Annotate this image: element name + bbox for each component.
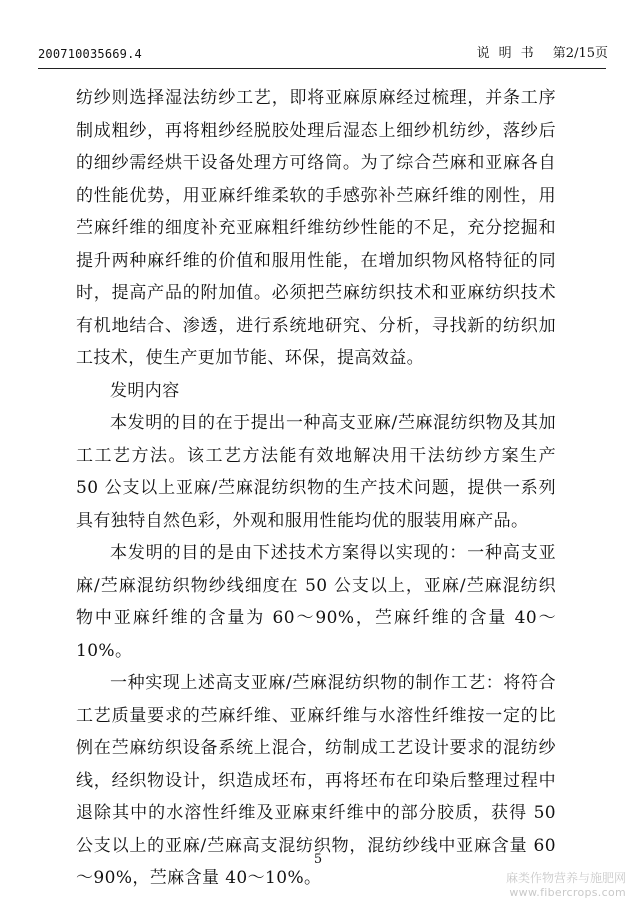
paragraph: 本发明的目的是由下述技术方案得以实现的：一种高支亚麻/苎麻混纺织物纱线细度在 50 公支以上，亚麻/苎麻混纺织物中亚麻纤维的含量为 60～90%，苎麻纤维的含量 40～10%。 — [76, 543, 556, 661]
header-divider — [38, 68, 606, 69]
document-title: 说明书 — [476, 46, 543, 61]
patent-number: 200710035669.4 — [38, 47, 142, 61]
watermark-url: www.fibercrops.com — [509, 886, 626, 899]
paragraph: 本发明的目的在于提出一种高支亚麻/苎麻混纺织物及其加工工艺方法。该工艺方法能有效地解决用干法纺纱方案生产 50 公支以上亚麻/苎麻混纺织物的生产技术问题，提供一系列具有独特自然色彩，外观和服用性能均优的服装用麻产品。 — [76, 413, 556, 531]
section-heading: 发明内容 — [110, 380, 180, 401]
page-header — [38, 44, 608, 64]
document-body — [76, 82, 556, 895]
watermark — [486, 871, 626, 899]
watermark-site-name: 麻类作物营养与施肥网 — [505, 871, 626, 885]
paragraph: 一种实现上述高支亚麻/苎麻混纺织物的制作工艺：将符合工艺质量要求的苎麻纤维、亚麻纤维与水溶性纤维按一定的比例在苎麻纺织设备系统上混合，纺制成工艺设计要求的混纺纱线，经织物设计，织造成坯布，再将坯布在印染后整理过程中退除其中的水溶性纤维及亚麻束纤维中的部分胶质，获得 50 公支以上的亚麻/苎麻高支混纺织物，混纺纱线中亚麻含量 60～90%，苎麻含量 40～10%。 — [76, 673, 556, 888]
paragraph-continuation: 纺纱则选择湿法纺纱工艺，即将亚麻原麻经过梳理，并条工序制成粗纱，再将粗纱经脱胶处理后湿态上细纱机纺纱，落纱后的细纱需经烘干设备处理方可络筒。为了综合苎麻和亚麻各自的性能优势，用亚麻纤维柔软的手感弥补苎麻纤维的刚性，用苎麻纤维的细度补充亚麻粗纤维纺纱性能的不足，充分挖掘和提升两种麻纤维的价值和服用性能，在增加织物风格特征的同时，提高产品的附加值。必须把苎麻纺织技术和亚麻纺织技术有机地结合、渗透，进行系统地研究、分析，寻找新的纺织加工技术，使生产更加节能、环保，提高效益。 — [76, 88, 556, 368]
page-number: 5 — [313, 852, 323, 867]
header-right — [477, 44, 608, 64]
page-info: 第2/15页 — [552, 46, 608, 61]
